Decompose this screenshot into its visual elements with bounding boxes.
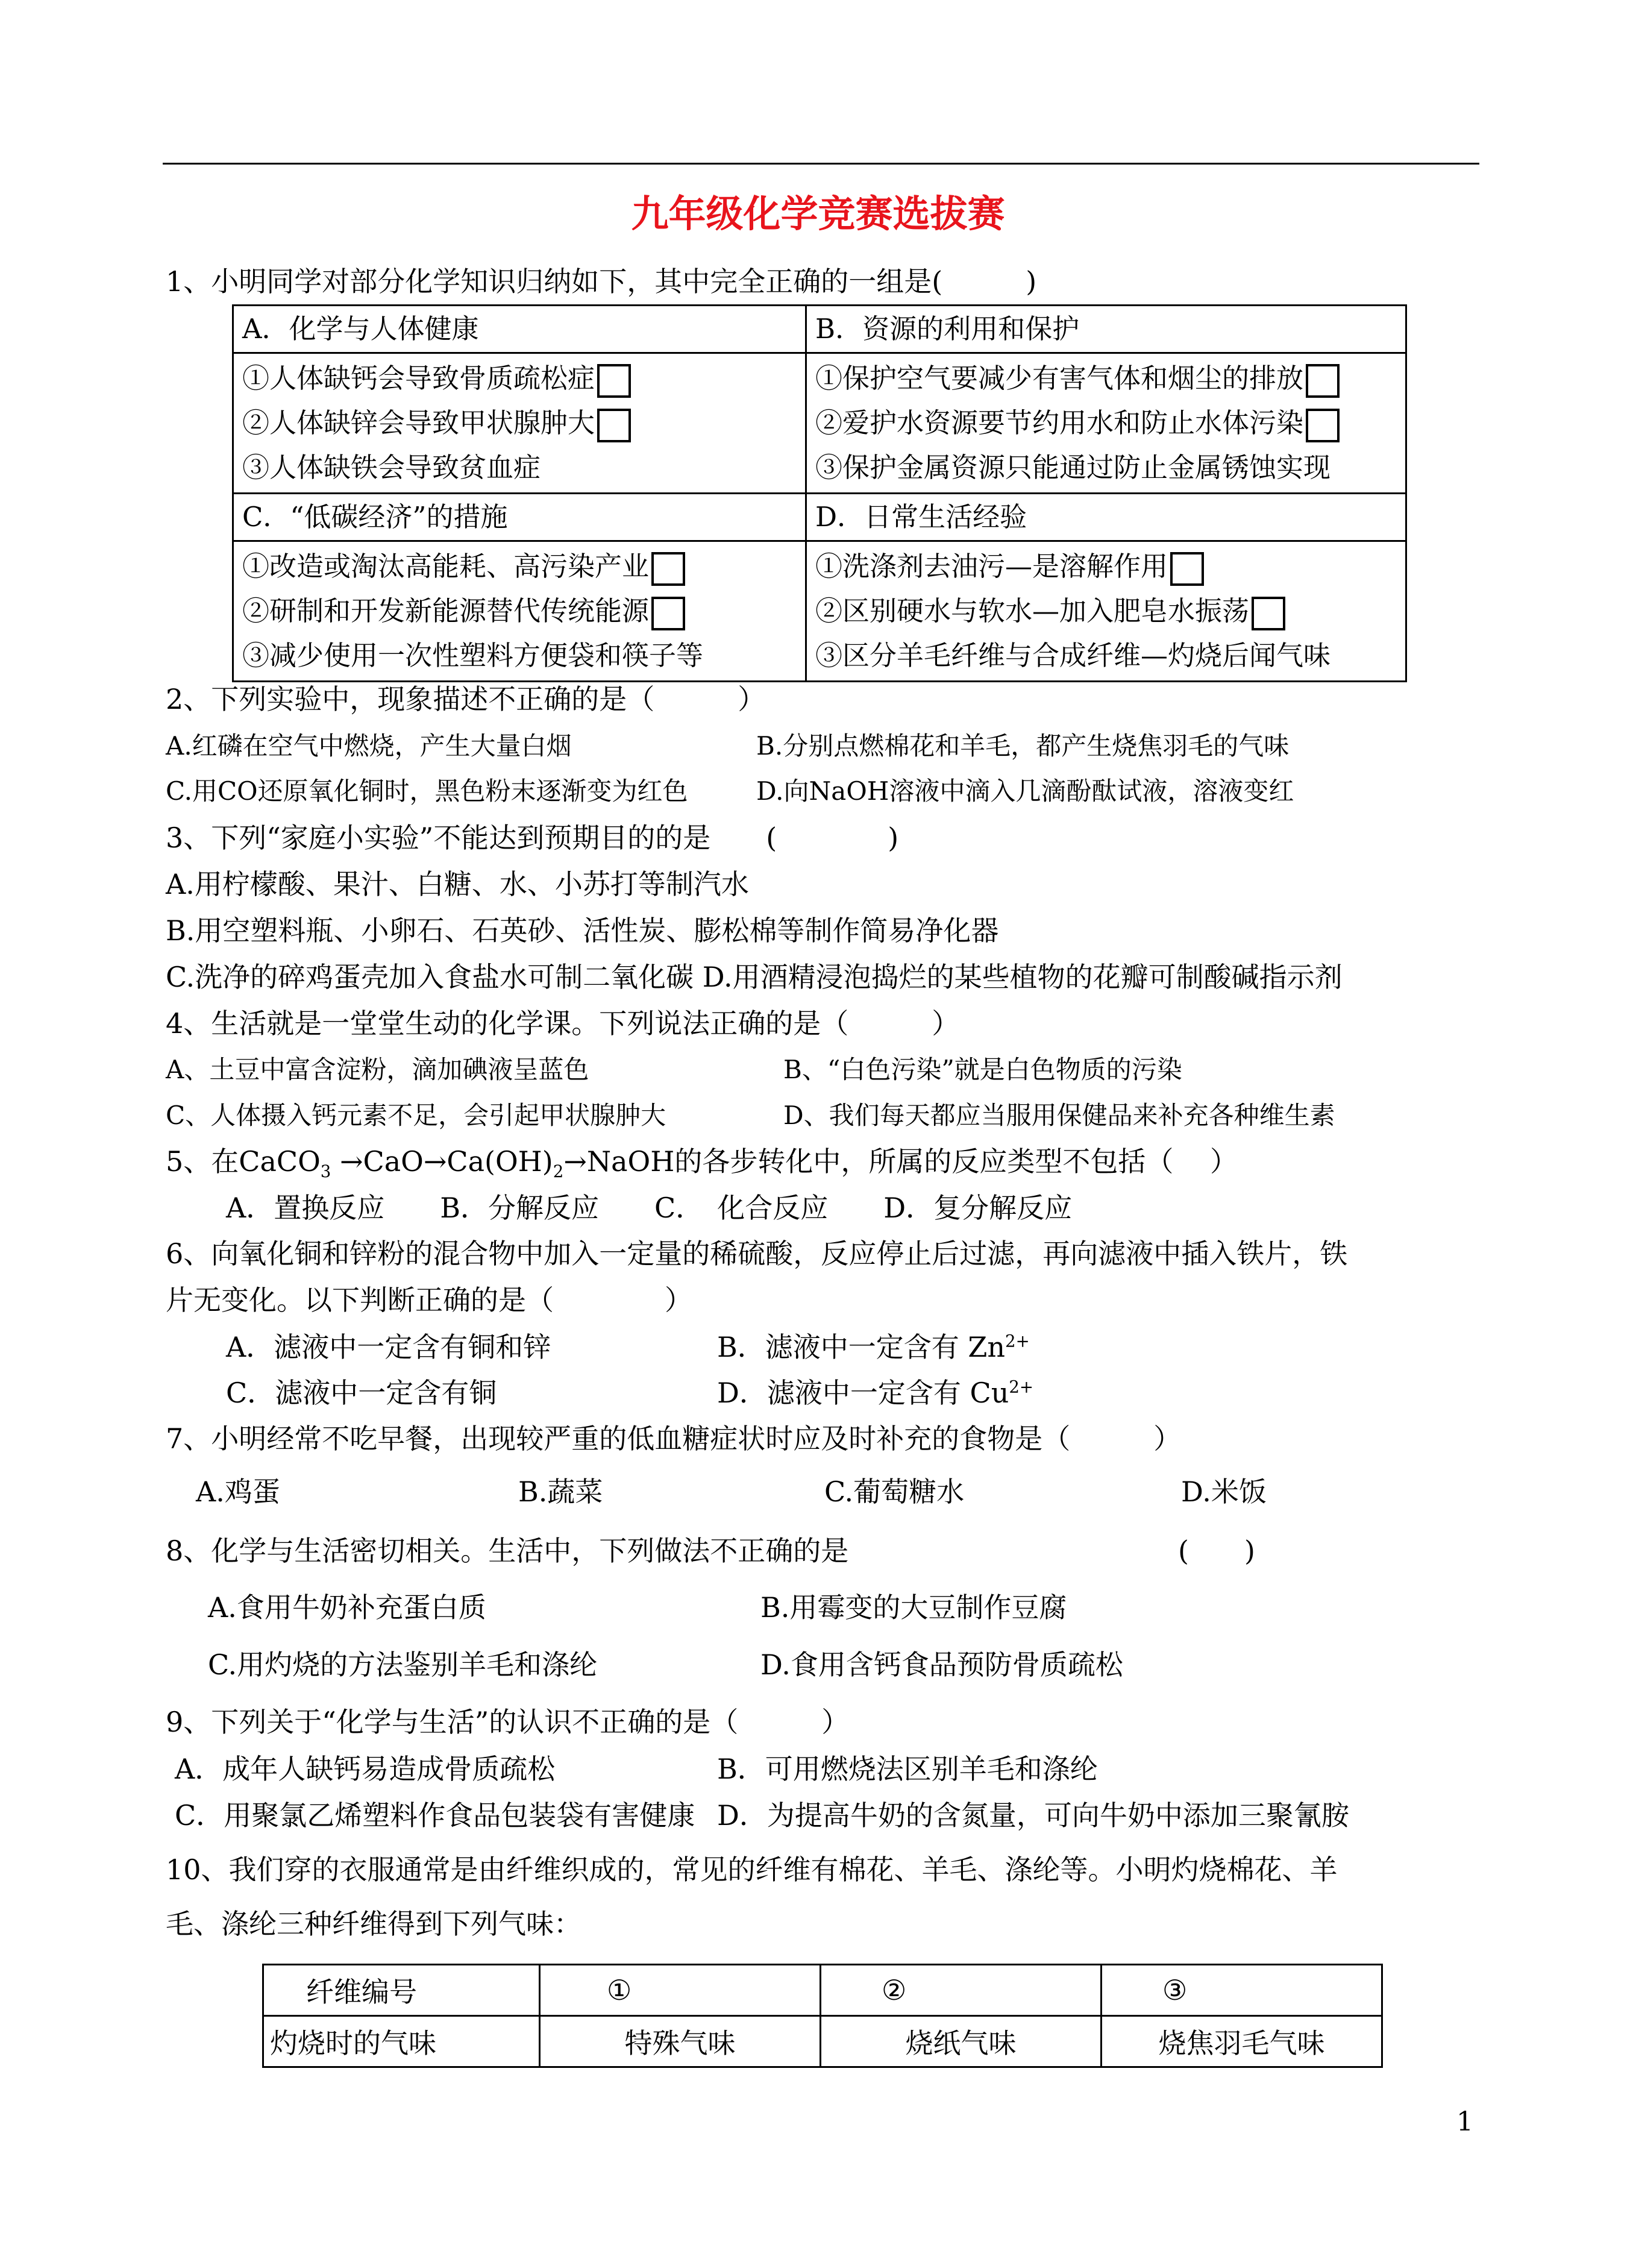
q3-option-a: A.用柠檬酸、果汁、白糖、水、小苏打等制汽水 <box>166 868 749 900</box>
q8-answer-paren: ( ) <box>1178 1535 1255 1567</box>
q7-option-d: D.米饭 <box>1181 1475 1267 1508</box>
q1-b-item-3: ③保护金属资源只能通过防止金属锈蚀实现 <box>815 451 1331 483</box>
q1-stem: 1、小明同学对部分化学知识归纳如下，其中完全正确的一组是( ) <box>166 265 1037 298</box>
page-title: 九年级化学竞赛选拔赛 <box>631 192 1005 236</box>
q4-stem: 4、生活就是一堂堂生动的化学课。下列说法正确的是（ ） <box>166 1007 960 1040</box>
answer-box[interactable] <box>651 597 685 630</box>
q1-cell-a <box>233 353 806 494</box>
q5-stem: 5、在CaCO$_3$ $\to CaO\to Ca(OH)_2\to NaOH$的各步转化中，所属的反应类型不包括（ ） <box>166 1145 1238 1182</box>
q8-option-a: A.食用牛奶补充蛋白质 <box>208 1591 486 1624</box>
answer-box[interactable] <box>597 364 631 398</box>
q1-b-item-1: ①保护空气要减少有害气体和烟尘的排放 <box>815 362 1304 394</box>
q9-stem: 9、下列关于“化学与生活”的认识不正确的是（ ） <box>166 1706 850 1738</box>
q4-option-b: B、“白色污染”就是白色物质的污染 <box>783 1055 1182 1084</box>
q3-stem: 3、下列“家庭小实验”不能达到预期目的的是 ( ) <box>166 821 899 854</box>
q7-option-a: A.鸡蛋 <box>196 1475 280 1508</box>
fiber-header-1: ① <box>540 1965 821 2016</box>
q1-head-c: C．“低碳经济”的措施 <box>233 494 806 541</box>
q2-option-b: B.分别点燃棉花和羊毛，都产生烧焦羽毛的气味 <box>756 731 1290 761</box>
q6-stem-line2: 片无变化。以下判断正确的是（ ） <box>166 1284 692 1316</box>
q6-option-c: C．滤液中一定含有铜 <box>226 1377 497 1409</box>
q2-stem: 2、下列实验中，现象描述不正确的是（ ） <box>166 683 766 715</box>
q9-option-d: D．为提高牛奶的含氮量，可向牛奶中添加三聚氰胺 <box>717 1799 1349 1832</box>
q1-d-item-1: ①洗涤剂去油污—是溶解作用 <box>815 550 1168 582</box>
q5-options: A．置换反应 B．分解反应 C． 化合反应 D．复分解反应 <box>226 1192 1073 1224</box>
fiber-header-label: 纤维编号 <box>263 1965 540 2016</box>
q1-cell-c <box>233 541 806 682</box>
answer-box[interactable] <box>1252 597 1285 630</box>
q7-stem: 7、小明经常不吃早餐，出现较严重的低血糖症状时应及时补充的食物是（ ） <box>166 1422 1182 1455</box>
q1-c-item-1: ①改造或淘汰高能耗、高污染产业 <box>242 550 650 582</box>
fiber-header-3: ③ <box>1102 1965 1382 2016</box>
q7-option-b: B.蔬菜 <box>518 1475 603 1508</box>
q1-head-b: B．资源的利用和保护 <box>806 306 1406 353</box>
q9-option-c: C．用聚氯乙烯塑料作食品包装袋有害健康 <box>175 1799 695 1832</box>
q2-option-d: D.向NaOH溶液中滴入几滴酚酞试液，溶液变红 <box>756 776 1294 806</box>
page-number: 1 <box>1456 2106 1473 2137</box>
q7-option-c: C.葡萄糖水 <box>824 1475 965 1508</box>
q4-option-d: D、我们每天都应当服用保健品来补充各种维生素 <box>783 1101 1335 1130</box>
q1-table <box>232 304 1407 682</box>
q1-a-item-3: ③人体缺铁会导致贫血症 <box>242 451 541 483</box>
q9-option-b: B．可用燃烧法区别羊毛和涤纶 <box>717 1753 1098 1785</box>
q1-a-item-1: ①人体缺钙会导致骨质疏松症 <box>242 362 595 394</box>
answer-box[interactable] <box>651 552 685 586</box>
q1-head-d: D．日常生活经验 <box>806 494 1406 541</box>
q1-cell-b <box>806 353 1406 494</box>
q2-option-c: C.用CO还原氧化铜时，黑色粉末逐渐变为红色 <box>166 776 688 806</box>
q1-d-item-2: ②区别硬水与软水—加入肥皂水振荡 <box>815 595 1250 627</box>
answer-box[interactable] <box>1306 409 1340 442</box>
q10-stem-line2: 毛、涤纶三种纤维得到下列气味： <box>166 1908 581 1940</box>
q8-option-b: B.用霉变的大豆制作豆腐 <box>760 1591 1067 1624</box>
fiber-table <box>262 1964 1383 2068</box>
q6-stem-line1: 6、向氧化铜和锌粉的混合物中加入一定量的稀硫酸，反应停止后过滤，再向滤液中插入铁片，铁 <box>166 1237 1348 1270</box>
q1-c-item-3: ③减少使用一次性塑料方便袋和筷子等 <box>242 639 704 671</box>
top-rule <box>163 163 1479 165</box>
q6-option-b: B．滤液中一定含有 $Zn^{2+}$ <box>717 1331 1030 1363</box>
q10-stem-line1: 10、我们穿的衣服通常是由纤维织成的，常见的纤维有棉花、羊毛、涤纶等。小明灼烧棉花、羊 <box>166 1853 1338 1886</box>
answer-box[interactable] <box>1170 552 1204 586</box>
q1-head-a: A．化学与人体健康 <box>233 306 806 353</box>
q2-option-a: A.红磷在空气中燃烧，产生大量白烟 <box>166 731 572 761</box>
q8-stem: 8、化学与生活密切相关。生活中，下列做法不正确的是 <box>166 1535 849 1567</box>
q8-option-c: C.用灼烧的方法鉴别羊毛和涤纶 <box>208 1648 598 1681</box>
fiber-row-label: 灼烧时的气味 <box>263 2016 540 2067</box>
q3-option-cd: C.洗净的碎鸡蛋壳加入食盐水可制二氧化碳 D.用酒精浸泡捣烂的某些植物的花瓣可制酸碱指示剂 <box>166 961 1343 993</box>
q6-option-d: D．滤液中一定含有 $Cu^{2+}$ <box>717 1377 1034 1409</box>
q4-option-c: C、人体摄入钙元素不足，会引起甲状腺肿大 <box>166 1101 666 1130</box>
answer-box[interactable] <box>597 409 631 442</box>
q8-option-d: D.食用含钙食品预防骨质疏松 <box>760 1648 1123 1681</box>
q4-option-a: A、土豆中富含淀粉，滴加碘液呈蓝色 <box>166 1055 589 1084</box>
q1-c-item-2: ②研制和开发新能源替代传统能源 <box>242 595 650 627</box>
q1-b-item-2: ②爱护水资源要节约用水和防止水体污染 <box>815 407 1304 439</box>
fiber-smell-3: 烧焦羽毛气味 <box>1102 2016 1382 2067</box>
fiber-smell-2: 烧纸气味 <box>821 2016 1102 2067</box>
q1-a-item-2: ②人体缺锌会导致甲状腺肿大 <box>242 407 595 439</box>
q6-option-a: A．滤液中一定含有铜和锌 <box>226 1331 551 1363</box>
fiber-header-2: ② <box>821 1965 1102 2016</box>
q1-d-item-3: ③区分羊毛纤维与合成纤维—灼烧后闻气味 <box>815 639 1331 671</box>
answer-box[interactable] <box>1306 364 1340 398</box>
q3-option-b: B.用空塑料瓶、小卵石、石英砂、活性炭、膨松棉等制作简易净化器 <box>166 914 999 947</box>
fiber-smell-1: 特殊气味 <box>540 2016 821 2067</box>
q9-option-a: A．成年人缺钙易造成骨质疏松 <box>175 1753 556 1785</box>
q1-cell-d <box>806 541 1406 682</box>
